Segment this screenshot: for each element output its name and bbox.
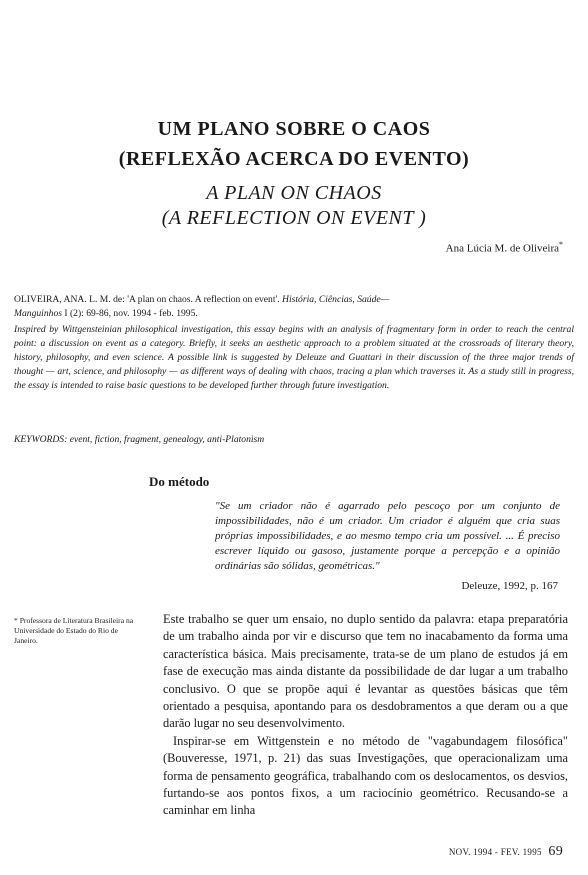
subtitle-line-2: (A REFLECTION ON EVENT ) xyxy=(161,207,427,229)
epigraph-attribution: Deleuze, 1992, p. 167 xyxy=(461,580,558,592)
keywords: KEYWORDS: event, fiction, fragment, genealogy, anti-Platonism xyxy=(14,434,265,445)
title-line-2: (REFLEXÃO ACERCA DO EVENTO) xyxy=(118,148,470,170)
epigraph-quote: "Se um criador não é agarrado pelo pescoço por um conjunto de impossibilidades, não é um criador. Um criador é alguém que cria suas próprias impossibilidades, e ao mesmo tempo cria um possível. ... É preciso escrever líquido ou gasoso, justamente porque a percepção e a opinião ordinárias são sólidas, geométricas." xyxy=(215,500,560,572)
citation-journal: História, Ciências, Saúde— xyxy=(282,294,390,305)
citation-details: I (2): 69-86, nov. 1994 - feb. 1995. xyxy=(64,308,198,319)
citation xyxy=(14,293,574,321)
body-paragraph-1: Este trabalho se quer um ensaio, no duplo sentido da palavra: etapa preparatória de um trabalho ainda por vir e discurso que tem no inacabamento da forma uma característica básica. Mais precisamente, trata-se de um plano de estudos já em fase de execução mas ainda distante da possibilidade de dar lugar a um trabalho conclusivo. O que se propõe aqui é levantar as questões básicas que têm orientado a pesquisa, apontando para os desdobramentos a que deram ou a que darão lugar no seu desenvolvimento. xyxy=(163,612,568,731)
citation-journal-2: Manguinhos xyxy=(14,308,62,319)
subtitle-line-1: A PLAN ON CHAOS xyxy=(206,182,382,204)
author-footnote: * Professora de Literatura Brasileira na Universidade do Estado do Rio de Janeiro. xyxy=(14,616,134,645)
page-footer xyxy=(449,844,563,860)
body-paragraph-2: Inspirar-se em Wittgenstein e no método de "vagabundagem filosófica" (Bouveresse, 1971, p. 21) das suas Investigações, que operacionalizam uma forma de pensamento geográfica, trabalhando com os deslocamentos, os desvios, furtando-se aos pontos fixos, a um raciocínio geométrico. Recusando-se a caminhar em linha xyxy=(163,733,568,818)
author-name: Ana Lúcia M. de Oliveira xyxy=(445,242,559,255)
page-number: 69 xyxy=(548,844,563,859)
author-line xyxy=(446,240,563,255)
section-title: Do método xyxy=(149,474,210,489)
footer-date: NOV. 1994 - FEV. 1995 xyxy=(448,847,542,857)
title-line-1: UM PLANO SOBRE O CAOS xyxy=(157,118,431,140)
abstract: Inspired by Wittgensteinian philosophical investigation, this essay begins with an analysis of fragmentary form in order to reach the central point: a discussion on event as a category. Briefly, it seeks an aesthetic approach to a problem situated at the crossroads of literary theory, history, philosophy, and even science. A possible link is suggested by Deleuze and Guattari in their discussion of the three major trends of thought — art, science, and philosophy — as different ways of dealing with chaos, tracing a plan which traverses it. As a study still in progress, the essay is intended to raise basic questions to be developed further through future investigation. xyxy=(14,324,574,391)
body-text xyxy=(163,611,568,820)
citation-authors: OLIVEIRA, ANA. L. M. de: 'A plan on chaos. A reflection on event'. xyxy=(14,294,280,305)
author-footnote-marker: * xyxy=(559,240,563,249)
